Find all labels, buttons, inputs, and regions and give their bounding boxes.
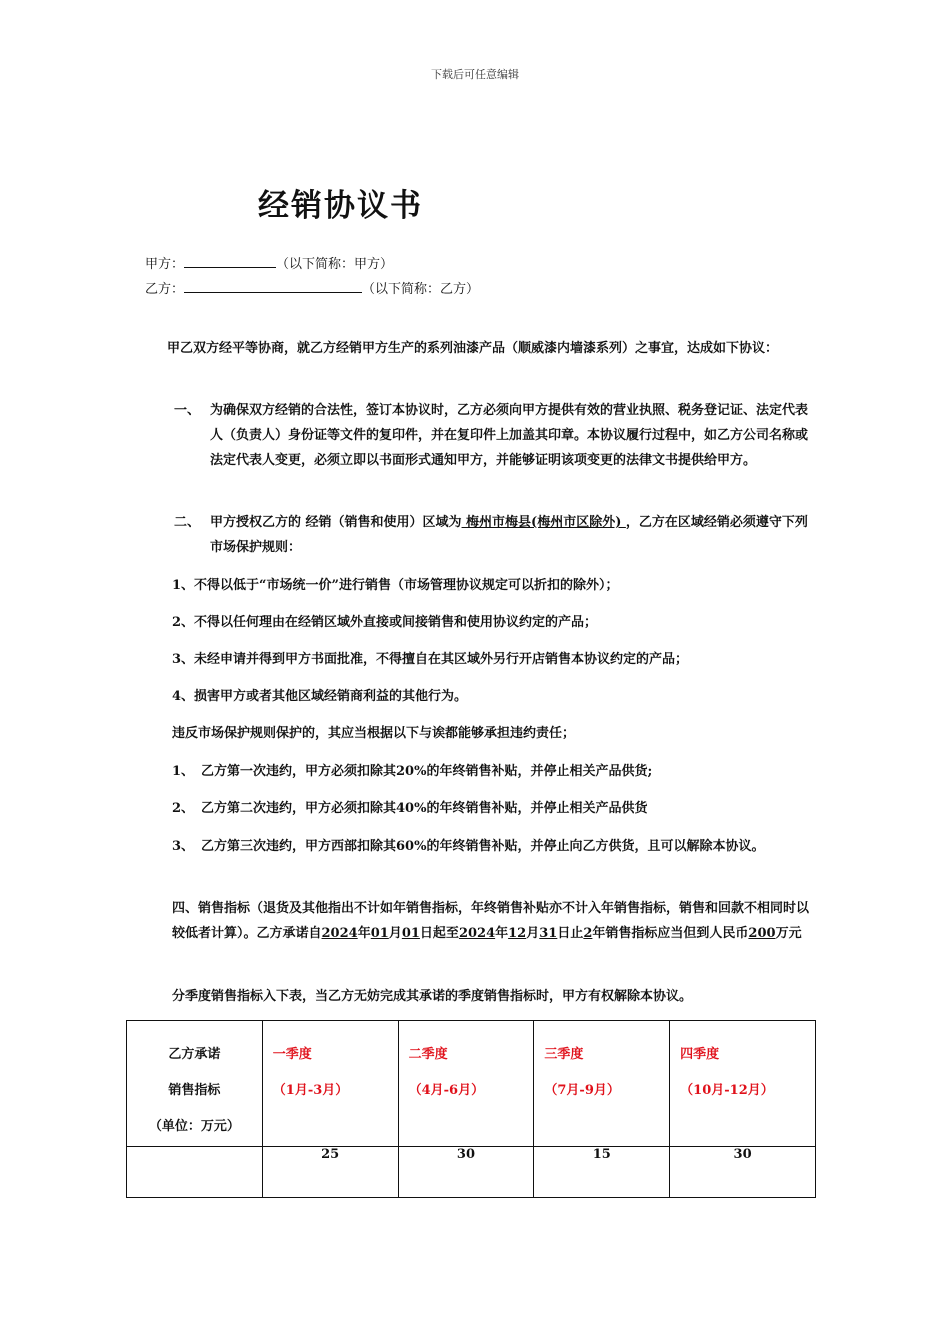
table-header-row xyxy=(127,1021,816,1147)
table-value-row xyxy=(127,1147,816,1198)
sales-target-table xyxy=(126,1020,816,1198)
clause-4-lead: 四、销售指标（退货及其他指出不计如年销售指标，年终销售补贴亦不计入年销售指标，销售和回款不相同时以较低者计算）。乙方承诺自 xyxy=(172,901,810,941)
table-cell xyxy=(534,1021,670,1147)
quarter-name: 四季度 xyxy=(680,1047,720,1062)
rule-item: 3、未经申请并得到甲方书面批准，不得擅自在其区域外另行开店销售本协议约定的产品； xyxy=(172,652,689,667)
violation-text: 乙方第二次违约，甲方必须扣除其40%的年终销售补贴，并停止相关产品供货 xyxy=(201,801,648,816)
intro-paragraph: 甲乙双方经平等协商，就乙方经销甲方生产的系列油漆产品（顺威漆内墙漆系列）之事宜，达成如下协议： xyxy=(167,341,779,356)
clause-4-text xyxy=(172,896,812,946)
quarter-range: （4月-6月） xyxy=(408,1083,485,1098)
table-cell xyxy=(670,1021,816,1147)
start-day: 01 xyxy=(401,926,420,941)
clause-4-mid: 年销售指标应当但到人民币 xyxy=(592,926,749,941)
clause-2-post: ，乙方在区域经销必须遵守下列市场保护规则： xyxy=(210,515,808,555)
commitment-line: （单位：万元） xyxy=(148,1119,240,1134)
commitment-line: 销售指标 xyxy=(168,1083,221,1098)
violation-number: 1、 xyxy=(172,764,195,779)
quarter-value: 30 xyxy=(398,1147,534,1198)
violation-intro: 违反市场保护规则保护的，其应当根据以下与诶都能够承担违约责任； xyxy=(172,726,576,741)
start-month: 01 xyxy=(370,926,389,941)
clause-1-text xyxy=(210,398,815,473)
party-b-suffix: （以下简称：乙方） xyxy=(362,282,480,297)
rule-item: 2、不得以任何理由在经销区域外直接或间接销售和使用协议约定的产品； xyxy=(172,615,598,630)
party-a-blank xyxy=(184,253,276,268)
violation-text: 乙方第一次违约，甲方必须扣除其20%的年终销售补贴，并停止相关产品供货; xyxy=(201,764,653,779)
year-char: 年 xyxy=(495,926,509,941)
from-text: 日起至 xyxy=(419,926,459,941)
party-a-line xyxy=(145,253,393,272)
table-cell xyxy=(127,1021,263,1147)
page-header: 下载后可任意编辑 xyxy=(431,68,519,81)
term-years: 2 xyxy=(583,926,593,941)
start-year: 2024 xyxy=(321,926,358,941)
party-b-blank xyxy=(184,278,362,293)
clause-2-number: 二、 xyxy=(174,515,201,530)
end-day: 31 xyxy=(539,926,558,941)
table-cell xyxy=(127,1147,263,1198)
quarter-name: 二季度 xyxy=(408,1047,448,1062)
party-b-line xyxy=(145,278,479,297)
quarter-name: 一季度 xyxy=(272,1047,312,1062)
quarter-name: 三季度 xyxy=(544,1047,584,1062)
clause-1-number: 一、 xyxy=(174,403,201,418)
clause-1-body: 为确保双方经销的合法性，签订本协议时，乙方必须向甲方提供有效的营业执照、税务登记证、法定代表人（负责人）身份证等文件的复印件，并在复印件上加盖其印章。本协议履行过程中，如乙方公司名称或法定代表人变更，必须立即以书面形式通知甲方，并能够证明该项变更的法律文书提供给甲方。 xyxy=(210,403,809,468)
party-a-suffix: （以下简称：甲方） xyxy=(276,257,394,272)
quarter-value: 15 xyxy=(534,1147,670,1198)
clause-2-pre: 甲方授权乙方的 经销（销售和使用）区域为 xyxy=(210,515,462,530)
violation-text: 乙方第三次违约，甲方西部扣除其60%的年终销售补贴，并停止向乙方供货，且可以解除本协议。 xyxy=(201,839,765,854)
amount-unit: 万元 xyxy=(775,926,802,941)
end-month: 12 xyxy=(508,926,527,941)
year-char: 年 xyxy=(357,926,371,941)
table-cell xyxy=(262,1021,398,1147)
party-b-label: 乙方： xyxy=(145,282,185,297)
end-year: 2024 xyxy=(458,926,496,941)
quarter-value: 25 xyxy=(262,1147,398,1198)
violation-number: 3、 xyxy=(172,839,195,854)
clause-2-region: 梅州市梅县(梅州市区除外) xyxy=(461,515,626,530)
target-amount: 200 xyxy=(748,926,776,941)
rule-item: 1、不得以低于“市场统一价”进行销售（市场管理协议规定可以折扣的除外）； xyxy=(172,578,619,593)
violation-number: 2、 xyxy=(172,801,195,816)
month-char: 月 xyxy=(388,926,402,941)
quarter-note: 分季度销售指标入下表，当乙方无妨完成其承诺的季度销售指标时，甲方有权解除本协议。 xyxy=(172,989,693,1004)
quarter-range: （10月-12月） xyxy=(680,1083,774,1098)
to-text: 日止 xyxy=(557,926,584,941)
commitment-line: 乙方承诺 xyxy=(168,1047,221,1062)
quarter-range: （7月-9月） xyxy=(544,1083,620,1098)
table-cell xyxy=(398,1021,534,1147)
commitment-label xyxy=(127,1021,262,1145)
quarter-range: （1月-3月） xyxy=(272,1083,349,1098)
clause-2-text xyxy=(210,510,810,560)
quarter-value: 30 xyxy=(670,1147,816,1198)
document-title: 经销协议书 xyxy=(258,188,423,224)
party-a-label: 甲方： xyxy=(145,257,185,272)
rule-item: 4、损害甲方或者其他区域经销商利益的其他行为。 xyxy=(172,689,468,704)
month-char: 月 xyxy=(526,926,540,941)
